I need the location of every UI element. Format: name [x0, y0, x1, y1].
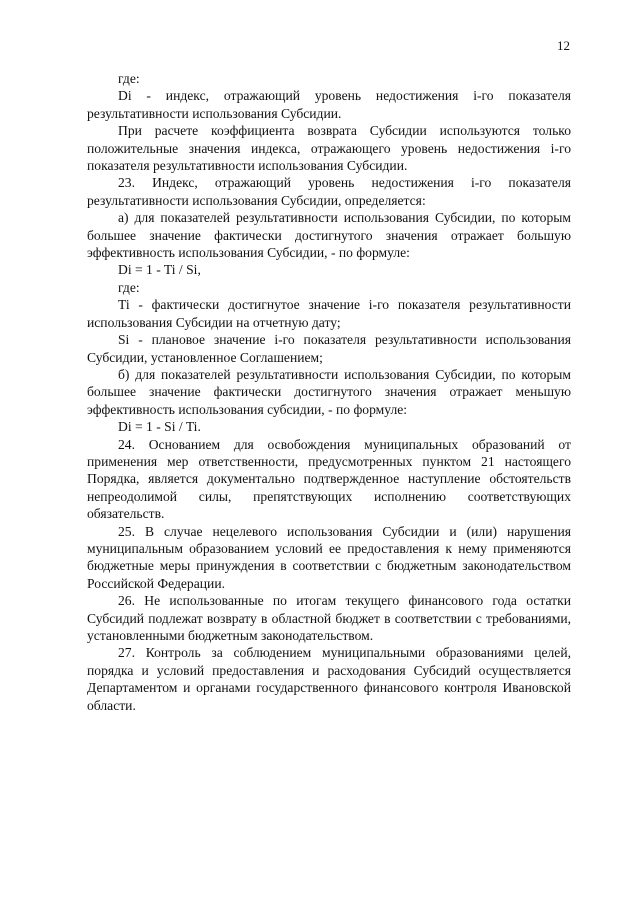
page-number: 12	[557, 38, 570, 53]
paragraph: а) для показателей результативности использования Субсидии, по которым большее значение фактически достигнутого значения отражает большую эффективность использования Субсидии, - по формуле:	[87, 210, 571, 261]
document-body	[87, 70, 571, 714]
paragraph: Di - индекс, отражающий уровень недостижения i-го показателя результативности использования Субсидии.	[87, 88, 571, 121]
paragraph: 27. Контроль за соблюдением муниципальными образованиями целей, порядка и условий предоставления и расходования Субсидий осуществляется Департаментом и органами государственного финансового контроля Ивановской области.	[87, 645, 571, 713]
paragraph: При расчете коэффициента возврата Субсидии используются только положительные значения индекса, отражающего уровень недостижения i-го показателя результативности использования Субсидии.	[87, 123, 571, 174]
paragraph: 24. Основанием для освобождения муниципальных образований от применения мер ответственности, предусмотренных пунктом 21 настоящего Порядка, является документально подтвержденное наступление обстоятельств непреодолимой силы, препятствующих исполнению соответствующих обязательств.	[87, 436, 571, 522]
formula: Di = 1 - Ti / Si,	[118, 262, 201, 278]
paragraph: где:	[118, 71, 140, 86]
paragraph: Si - плановое значение i-го показателя результативности использования Субсидии, установленное Соглашением;	[87, 332, 571, 365]
paragraph: 26. Не использованные по итогам текущего финансового года остатки Субсидий подлежат возврату в областной бюджет в соответствии с требованиями, установленными бюджетным законодательством.	[87, 593, 571, 643]
paragraph: 25. В случае нецелевого использования Субсидии и (или) нарушения муниципальным образованием условий ее предоставления к нему применяются бюджетные меры принуждения в соответствии с бюджетным законодательством Российской Федерации.	[87, 523, 571, 591]
formula: Di = 1 - Si / Ti.	[118, 419, 201, 435]
paragraph: б) для показателей результативности использования Субсидии, по которым большее значение фактически достигнутого значения отражает меньшую эффективность использования субсидии, - по формуле:	[87, 366, 571, 417]
paragraph: Ti - фактически достигнутое значение i-го показателя результативности использования Субсидии на отчетную дату;	[87, 297, 571, 330]
paragraph: 23. Индекс, отражающий уровень недостижения i-го показателя результативности использования Субсидии, определяется:	[87, 175, 571, 208]
paragraph: где:	[118, 279, 140, 295]
